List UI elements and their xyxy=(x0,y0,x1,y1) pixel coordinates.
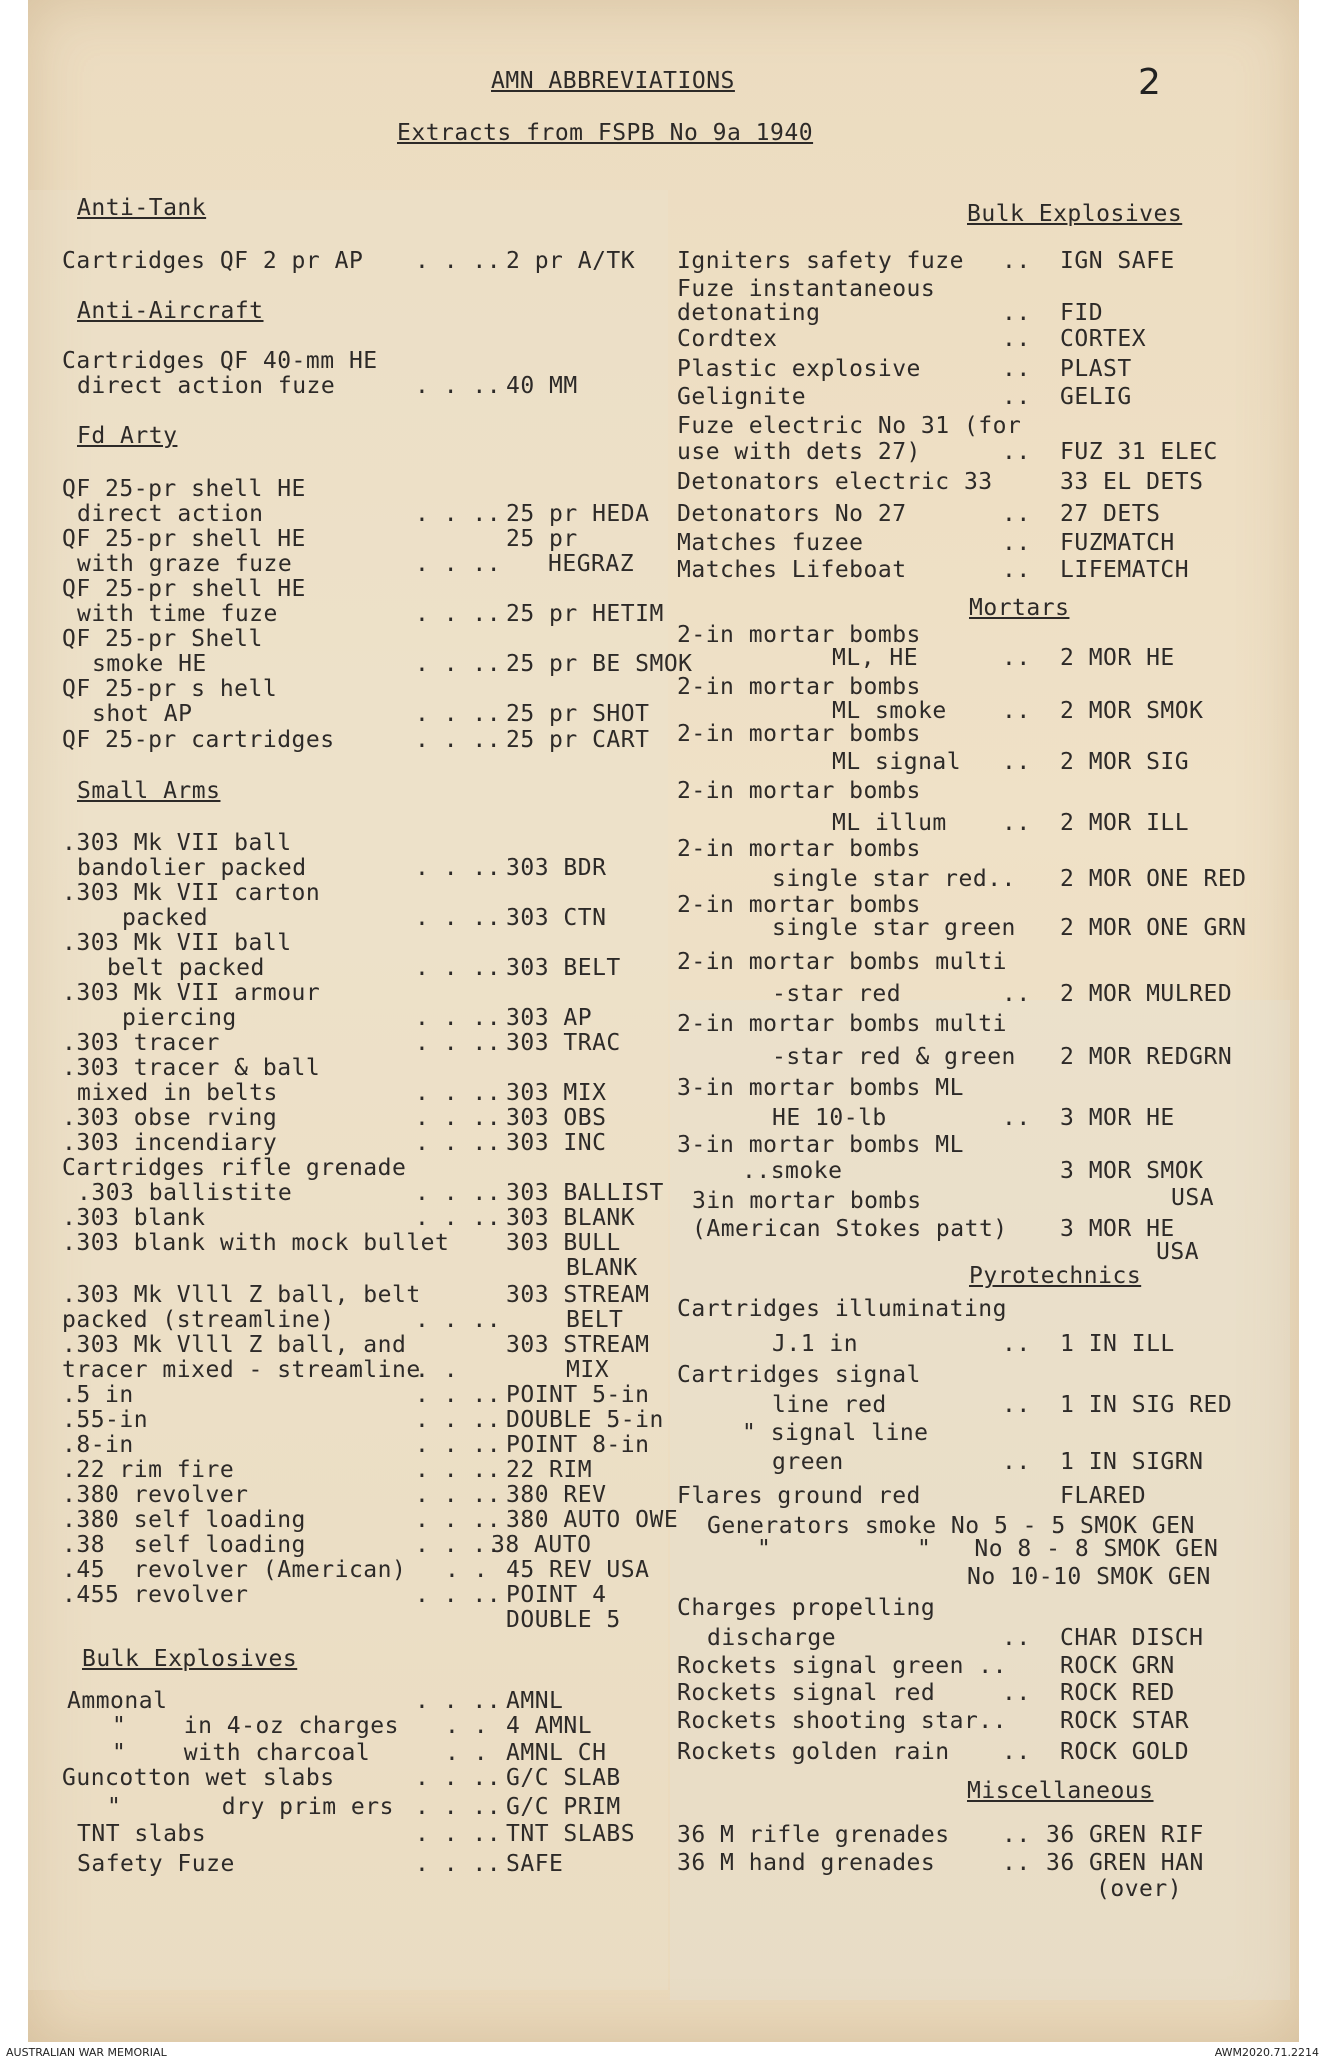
text-line: .303 blank xyxy=(62,1205,206,1231)
text-line: .38 self loading xyxy=(62,1532,306,1558)
text-line: .303 obse rving xyxy=(62,1105,278,1131)
text-line: .. xyxy=(1002,248,1031,274)
text-line: ML signal xyxy=(832,749,962,775)
text-line: " with charcoal xyxy=(112,1740,371,1766)
text-line: 25 pr HETIM xyxy=(506,601,664,627)
text-line: 2-in mortar bombs xyxy=(677,721,921,747)
text-line: Cartridges QF 2 pr AP xyxy=(62,248,364,274)
text-line: HE 10-lb xyxy=(772,1105,887,1131)
text-line: . . .. xyxy=(415,1582,502,1608)
text-line: ROCK STAR xyxy=(1060,1708,1190,1734)
text-line: 303 BDR xyxy=(506,855,607,881)
text-line: . . .. xyxy=(415,1030,502,1056)
text-line: 27 DETS xyxy=(1060,501,1161,527)
text-line: .. xyxy=(1002,557,1031,583)
text-line: 1 IN SIGRN xyxy=(1060,1449,1204,1475)
page-title: AMN ABBREVIATIONS xyxy=(491,68,735,94)
text-line: 2 MOR SMOK xyxy=(1060,698,1204,724)
text-line: with graze fuze xyxy=(77,551,293,577)
text-line: 303 BLANK xyxy=(506,1205,636,1231)
text-line: No 10-10 SMOK GEN xyxy=(967,1564,1211,1590)
section-heading: Small Arms xyxy=(77,778,221,804)
text-line: single star red.. xyxy=(772,866,1016,892)
text-line: direct action xyxy=(77,501,264,527)
text-line: QF 25-pr s hell xyxy=(62,676,278,702)
text-line: shot AP xyxy=(92,701,193,727)
section-heading: Anti-Aircraft xyxy=(77,298,264,324)
text-line: .380 self loading xyxy=(62,1507,306,1533)
text-line: . . .. xyxy=(415,1080,502,1106)
text-line: .. xyxy=(1002,384,1031,410)
text-line: 2 MOR HE xyxy=(1060,645,1175,671)
text-line: AMNL CH xyxy=(506,1740,607,1766)
text-line: (American Stokes patt) xyxy=(692,1216,1008,1242)
text-line: with time fuze xyxy=(77,601,278,627)
text-line: .. xyxy=(1002,326,1031,352)
section-heading: Miscellaneous xyxy=(967,1778,1154,1804)
text-line: 303 CTN xyxy=(506,905,607,931)
text-line: . . .. xyxy=(415,1851,502,1877)
text-line: FUZMATCH xyxy=(1060,530,1175,556)
text-line: 2-in mortar bombs xyxy=(677,836,921,862)
text-line: 45 REV USA xyxy=(506,1557,650,1583)
text-line: .303 incendiary xyxy=(62,1130,278,1156)
text-line: GELIG xyxy=(1060,384,1132,410)
text-line: Cartridges QF 40-mm HE xyxy=(62,348,378,374)
text-line: . . .. xyxy=(415,1794,502,1820)
text-line: 22 RIM xyxy=(506,1457,593,1483)
text-line: ML illum xyxy=(832,810,947,836)
text-line: 2 MOR REDGRN xyxy=(1060,1044,1233,1070)
text-line: single star green xyxy=(772,915,1016,941)
text-line: Guncotton wet slabs xyxy=(62,1765,335,1791)
text-line: 2-in mortar bombs xyxy=(677,892,921,918)
text-line: bandolier packed xyxy=(77,855,307,881)
text-line: .303 Mk VII ball xyxy=(62,830,292,856)
text-line: 2 pr A/TK xyxy=(506,248,636,274)
text-line: Cartridges signal xyxy=(677,1362,921,1388)
text-line: . . .. xyxy=(415,1205,502,1231)
text-line: 2 MOR ONE RED xyxy=(1060,866,1247,892)
text-line: .5 in xyxy=(62,1382,134,1408)
text-line: discharge xyxy=(707,1625,837,1651)
text-line: .. xyxy=(1002,1680,1031,1706)
text-line: . . .. xyxy=(415,955,502,981)
text-line: 2-in mortar bombs multi xyxy=(677,1011,1007,1037)
text-line: 33 EL DETS xyxy=(1060,469,1204,495)
page-number: 2 xyxy=(1138,62,1161,103)
text-line: packed (streamline) xyxy=(62,1307,335,1333)
text-line: use with dets 27) xyxy=(677,439,921,465)
text-line: Gelignite xyxy=(677,384,807,410)
text-line: Plastic explosive xyxy=(677,356,921,382)
text-line: Cartridges rifle grenade xyxy=(62,1155,407,1181)
text-line: Detonators electric 33 xyxy=(677,469,993,495)
text-line: .. xyxy=(1002,501,1031,527)
text-line: . . .. xyxy=(415,1407,502,1433)
text-line: .. xyxy=(1002,1331,1031,1357)
text-line: Matches fuzee xyxy=(677,530,864,556)
text-line: . . .. xyxy=(415,601,502,627)
text-line: QF 25-pr shell HE xyxy=(62,476,306,502)
text-line: QF 25-pr Shell xyxy=(62,626,263,652)
text-line: Cordtex xyxy=(677,326,778,352)
text-line: belt packed xyxy=(107,955,265,981)
text-line: 3in mortar bombs xyxy=(692,1188,922,1214)
page-subtitle: Extracts from FSPB No 9a 1940 xyxy=(397,120,814,146)
text-line: Fuze instantaneous xyxy=(677,276,936,302)
text-line: 3 MOR HE xyxy=(1060,1216,1175,1242)
text-line: .. xyxy=(1002,1822,1031,1848)
text-line: G/C SLAB xyxy=(506,1765,621,1791)
text-line: . . .. xyxy=(415,1432,502,1458)
text-line: 2 MOR SIG xyxy=(1060,749,1190,775)
text-line: FLARED xyxy=(1060,1483,1147,1509)
text-line: . . .. xyxy=(415,501,502,527)
section-heading: Mortars xyxy=(969,595,1070,621)
text-line: BELT xyxy=(566,1307,624,1333)
text-line: .. xyxy=(1002,1625,1031,1651)
text-line: . . xyxy=(415,1357,459,1383)
text-line: ROCK GOLD xyxy=(1060,1739,1190,1765)
text-line: 25 pr SHOT xyxy=(506,701,650,727)
text-line: . . .. xyxy=(415,248,502,274)
text-line: .303 Mk Vlll Z ball, and xyxy=(62,1332,407,1358)
text-line: QF 25-pr shell HE xyxy=(62,526,306,552)
section-heading: Fd Arty xyxy=(77,423,178,449)
text-line: 380 REV xyxy=(506,1482,607,1508)
text-line: . . xyxy=(445,1740,489,1766)
text-line: CORTEX xyxy=(1060,326,1147,352)
text-line: .. xyxy=(1002,439,1031,465)
text-line: .303 Mk VII ball xyxy=(62,930,292,956)
text-line: .. xyxy=(1002,530,1031,556)
text-line: 303 BULL xyxy=(506,1230,621,1256)
text-line: (over) xyxy=(1096,1876,1183,1902)
text-line: 303 TRAC xyxy=(506,1030,621,1056)
text-line: .303 tracer & ball xyxy=(62,1055,321,1081)
text-line: smoke HE xyxy=(92,651,207,677)
text-line: .. xyxy=(1002,356,1031,382)
text-line: .. xyxy=(1002,1105,1031,1131)
text-line: .303 Mk Vlll Z ball, belt xyxy=(62,1282,421,1308)
text-line: .. xyxy=(1002,981,1031,1007)
text-line: . . .. xyxy=(415,1382,502,1408)
text-line: 25 pr BE SMOK xyxy=(506,651,693,677)
text-line: Matches Lifeboat xyxy=(677,557,907,583)
text-line: " xyxy=(757,1536,772,1562)
text-line: packed xyxy=(122,905,209,931)
text-line: green xyxy=(772,1449,844,1475)
text-line: 38 AUTO xyxy=(491,1532,592,1558)
text-line: 25 pr HEDA xyxy=(506,501,650,527)
text-line: tracer mixed - streamline xyxy=(62,1357,421,1383)
text-line: . . .. xyxy=(415,727,502,753)
text-line: .303 tracer xyxy=(62,1030,220,1056)
text-line: USA xyxy=(1171,1185,1215,1211)
text-line: . . .. xyxy=(415,1180,502,1206)
text-line: " signal line xyxy=(742,1420,929,1446)
text-line: 25 pr CART xyxy=(506,727,650,753)
text-line: 303 INC xyxy=(506,1130,607,1156)
text-line: 36 GREN HAN xyxy=(1046,1850,1204,1876)
text-line: . . .. xyxy=(415,855,502,881)
text-line: .303 blank with mock bullet xyxy=(62,1230,450,1256)
text-line: .8-in xyxy=(62,1432,134,1458)
text-line: 2-in mortar bombs multi xyxy=(677,949,1007,975)
text-line: . . .. xyxy=(415,1482,502,1508)
text-line: Flares ground red xyxy=(677,1483,921,1509)
text-line: . . .. xyxy=(415,1507,502,1533)
text-line: .303 Mk VII carton xyxy=(62,880,321,906)
text-line: POINT 8-in xyxy=(506,1432,650,1458)
text-line: ROCK GRN xyxy=(1060,1653,1175,1679)
text-line: . . .. xyxy=(415,701,502,727)
text-line: ML smoke xyxy=(832,698,947,724)
text-line: .380 revolver xyxy=(62,1482,249,1508)
text-line: DOUBLE 5 xyxy=(506,1607,621,1633)
text-line: 1 IN SIG RED xyxy=(1060,1392,1233,1418)
text-line: 2-in mortar bombs xyxy=(677,622,921,648)
text-line: . . .. xyxy=(415,1005,502,1031)
text-line: .303 ballistite xyxy=(77,1180,293,1206)
text-line: .. xyxy=(1002,749,1031,775)
text-line: Fuze electric No 31 (for xyxy=(677,413,1022,439)
text-line: .22 rim fire xyxy=(62,1457,235,1483)
text-line: 3-in mortar bombs ML xyxy=(677,1132,964,1158)
text-line: .. xyxy=(1002,1739,1031,1765)
text-line: FUZ 31 ELEC xyxy=(1060,439,1218,465)
text-line: .455 revolver xyxy=(62,1582,249,1608)
text-line: Detonators No 27 xyxy=(677,501,907,527)
text-line: . . .. xyxy=(415,1457,502,1483)
text-line: DOUBLE 5-in xyxy=(506,1407,664,1433)
text-line: " dry prim ers xyxy=(107,1794,394,1820)
text-line: Rockets signal red xyxy=(677,1680,936,1706)
text-line: . . .. xyxy=(415,551,502,577)
text-line: 303 AP xyxy=(506,1005,593,1031)
text-line: 3-in mortar bombs ML xyxy=(677,1075,964,1101)
text-line: 380 AUTO OWE xyxy=(506,1507,679,1533)
text-line: QF 25-pr shell HE xyxy=(62,576,306,602)
text-line: POINT 4 xyxy=(506,1582,607,1608)
text-line: Safety Fuze xyxy=(77,1851,235,1877)
text-line: .. xyxy=(1002,300,1031,326)
text-line: .. xyxy=(1002,1449,1031,1475)
text-line: line red xyxy=(772,1392,887,1418)
text-line: G/C PRIM xyxy=(506,1794,621,1820)
text-line: 36 GREN RIF xyxy=(1046,1822,1204,1848)
text-line: 303 BALLIST xyxy=(506,1180,664,1206)
text-line: FID xyxy=(1060,300,1104,326)
section-heading: Bulk Explosives xyxy=(967,201,1183,227)
text-line: TNT slabs xyxy=(77,1821,207,1847)
text-line: Rockets signal green .. xyxy=(677,1653,1007,1679)
text-line: TNT SLABS xyxy=(506,1821,636,1847)
text-line: . . .. xyxy=(415,905,502,931)
text-line: . . .. xyxy=(415,373,502,399)
text-line: Rockets shooting star.. xyxy=(677,1708,1007,1734)
text-line: 3 MOR HE xyxy=(1060,1105,1175,1131)
text-line: .. xyxy=(1002,698,1031,724)
text-line: POINT 5-in xyxy=(506,1382,650,1408)
text-line: . . xyxy=(445,1713,489,1739)
text-line: QF 25-pr cartridges xyxy=(62,727,335,753)
text-line: ..smoke xyxy=(742,1158,843,1184)
text-line: . . .. xyxy=(415,1130,502,1156)
text-line: 2 MOR ILL xyxy=(1060,810,1190,836)
text-line: LIFEMATCH xyxy=(1060,557,1190,583)
section-heading: Pyrotechnics xyxy=(969,1263,1142,1289)
text-line: .. xyxy=(1002,645,1031,671)
text-line: " No 8 - 8 SMOK GEN xyxy=(917,1536,1219,1562)
text-line: IGN SAFE xyxy=(1060,248,1175,274)
section-heading: Anti-Tank xyxy=(77,195,207,221)
text-line: 303 STREAM xyxy=(506,1282,650,1308)
text-line: . . .. xyxy=(415,1307,502,1333)
text-line: .55-in xyxy=(62,1407,149,1433)
text-line: Cartridges illuminating xyxy=(677,1296,1007,1322)
text-line: Ammonal xyxy=(67,1688,168,1714)
text-line: 303 BELT xyxy=(506,955,621,981)
text-line: 303 STREAM xyxy=(506,1332,650,1358)
text-line: 303 MIX xyxy=(506,1080,607,1106)
text-line: 4 AMNL xyxy=(506,1713,593,1739)
text-line: . . .. xyxy=(415,1821,502,1847)
text-line: 2 MOR MULRED xyxy=(1060,981,1233,1007)
text-line: MIX xyxy=(566,1357,610,1383)
text-line: detonating xyxy=(677,300,821,326)
text-line: AMNL xyxy=(506,1688,564,1714)
text-line: ROCK RED xyxy=(1060,1680,1175,1706)
text-line: -star red xyxy=(772,981,902,1007)
text-line: 36 M hand grenades xyxy=(677,1850,936,1876)
section-heading: Bulk Explosives xyxy=(82,1646,298,1672)
text-line: Igniters safety fuze xyxy=(677,248,964,274)
text-line: .. xyxy=(1002,1392,1031,1418)
text-line: .303 Mk VII armour xyxy=(62,980,321,1006)
text-line: Charges propelling xyxy=(677,1595,936,1621)
text-line: 25 pr xyxy=(506,526,578,552)
text-line: 2-in mortar bombs xyxy=(677,778,921,804)
text-line: .45 revolver (American) xyxy=(62,1557,407,1583)
footer-credit: AUSTRALIAN WAR MEMORIAL xyxy=(6,2046,167,2059)
text-line: 2-in mortar bombs xyxy=(677,674,921,700)
text-line: 2 MOR ONE GRN xyxy=(1060,915,1247,941)
footer-accession: AWM2020.71.2214 xyxy=(1214,2046,1319,2059)
text-line: 36 M rifle grenades xyxy=(677,1822,950,1848)
text-line: SAFE xyxy=(506,1851,564,1877)
text-line: ML, HE xyxy=(832,645,919,671)
text-line: 3 MOR SMOK xyxy=(1060,1158,1204,1184)
text-line: USA xyxy=(1156,1239,1200,1265)
text-line: . . .. xyxy=(415,1105,502,1131)
text-line: piercing xyxy=(122,1005,237,1031)
text-line: direct action fuze xyxy=(77,373,336,399)
text-line: BLANK xyxy=(566,1255,638,1281)
text-line: 40 MM xyxy=(506,373,578,399)
text-line: . . .. xyxy=(415,1765,502,1791)
text-line: . . .. xyxy=(415,1688,502,1714)
text-line: .. xyxy=(1002,810,1031,836)
text-line: Rockets golden rain xyxy=(677,1739,950,1765)
text-line: . . .. xyxy=(415,651,502,677)
text-line: " in 4-oz charges xyxy=(112,1713,399,1739)
text-line: J.1 in xyxy=(772,1331,859,1357)
text-line: . . .. xyxy=(415,1532,502,1558)
text-line: -star red & green xyxy=(772,1044,1016,1070)
text-line: mixed in belts xyxy=(77,1080,278,1106)
text-line: .. xyxy=(1002,1850,1031,1876)
text-line: 1 IN ILL xyxy=(1060,1331,1175,1357)
text-line: HEGRAZ xyxy=(548,551,635,577)
text-line: 303 OBS xyxy=(506,1105,607,1131)
text-line: CHAR DISCH xyxy=(1060,1625,1204,1651)
text-line: PLAST xyxy=(1060,356,1132,382)
text-line: Generators smoke No 5 - 5 SMOK GEN xyxy=(707,1513,1195,1539)
text-line: . . xyxy=(445,1557,489,1583)
